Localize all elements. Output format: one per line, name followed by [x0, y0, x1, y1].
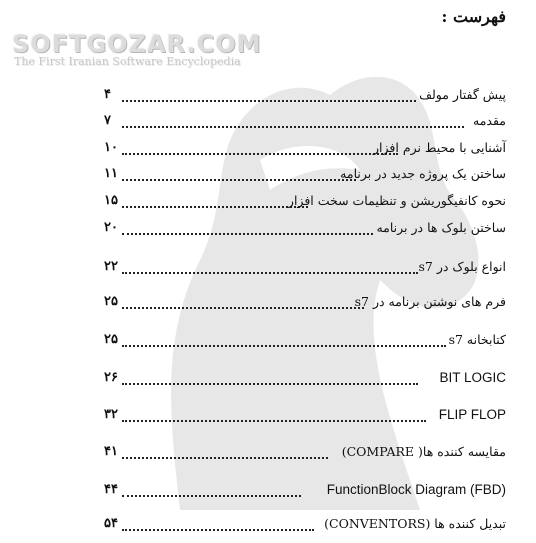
toc-label: FunctionBlock Diagram (FBD) [326, 482, 506, 497]
toc-leader [122, 233, 373, 235]
softgozar-tagline: The First Iranian Software Encyclopedia [14, 55, 241, 68]
toc-leader [122, 420, 426, 422]
toc-leader [122, 100, 416, 102]
toc-leader [122, 307, 364, 309]
toc-page-number: ۱۰ [104, 140, 118, 155]
toc-page-number: ۲۶ [104, 370, 118, 385]
toc-leader [122, 153, 398, 155]
toc-page-number: ۱۱ [104, 166, 118, 181]
toc-label: انواع بلوک در s7 [418, 259, 506, 274]
toc-leader [122, 126, 464, 128]
toc-leader [122, 457, 328, 459]
toc-entry [0, 367, 536, 389]
toc-label: آشنایی با محیط نرم افزار [373, 140, 506, 155]
toc-label: مقدمه [473, 113, 506, 128]
toc-leader [122, 529, 314, 531]
toc-entry [0, 441, 536, 463]
toc-page-number: ۳۲ [104, 407, 118, 422]
toc-entry [0, 479, 536, 501]
toc-page-number: ۷ [104, 113, 111, 128]
toc-leader [122, 495, 301, 497]
toc-entry [0, 190, 536, 212]
toc-label: نحوه کانفیگوریشن و تنظیمات سخت افزار [287, 193, 506, 208]
toc-page-number: ۴۴ [104, 482, 118, 497]
toc-entry [0, 256, 536, 278]
toc-page-number: ۲۵ [104, 332, 118, 347]
toc-entry [0, 404, 536, 426]
toc-entry [0, 217, 536, 239]
toc-label: FLIP FLOP [438, 407, 506, 422]
toc-entry [0, 329, 536, 351]
toc-entry [0, 291, 536, 313]
toc-entry [0, 110, 536, 132]
toc-page-number: ۲۵ [104, 294, 118, 309]
toc-leader [122, 206, 308, 208]
toc-label: ساختن بلوک ها در برنامه [376, 220, 506, 235]
toc-page-number: ۴۱ [104, 444, 118, 459]
toc-leader [122, 272, 418, 274]
toc-page-number: ۴ [104, 87, 111, 102]
page-title: فهرست : [441, 7, 506, 26]
toc-label: کتابخانه s7 [448, 332, 506, 347]
softgozar-logo: SOFTGOZAR.COM [12, 30, 262, 58]
toc-page-number: ۵۴ [104, 516, 118, 531]
toc-label: BIT LOGIC [439, 370, 506, 385]
toc-entry [0, 513, 536, 535]
toc-leader [122, 179, 356, 181]
toc-page-number: ۲۰ [104, 220, 118, 235]
toc-entry [0, 163, 536, 185]
toc-label: پیش گفتار مولف [419, 87, 506, 102]
toc-page-number: ۲۲ [104, 259, 118, 274]
toc-leader [122, 345, 446, 347]
toc-entry [0, 84, 536, 106]
toc-label: ساختن یک پروژه جدید در برنامه [340, 166, 506, 181]
toc-page-number: ۱۵ [104, 193, 118, 208]
toc-label: مقایسه کننده ها( COMPARE) [341, 444, 506, 459]
toc-entry [0, 137, 536, 159]
toc-leader [122, 383, 418, 385]
toc-label: فرم های نوشتن برنامه در s7 [354, 294, 506, 309]
toc-label: تبدیل کننده ها (CONVENTORS) [324, 516, 506, 531]
